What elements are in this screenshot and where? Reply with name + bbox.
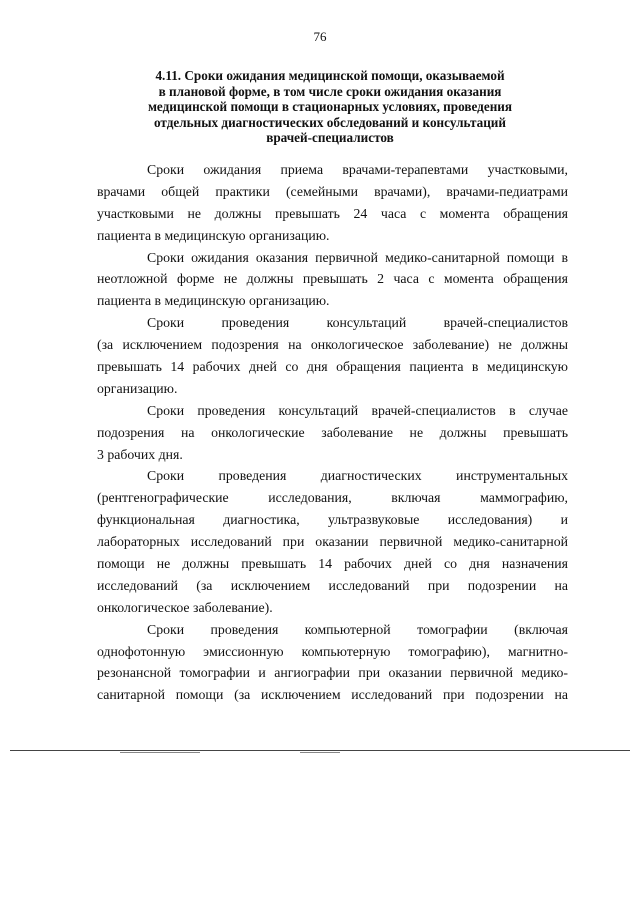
- text-line: (рентгенографические исследования, включая маммографию,: [97, 490, 568, 506]
- text-line: лабораторных исследований при оказании первичной медико-санитарной: [97, 534, 568, 550]
- page-number: 76: [313, 29, 327, 44]
- paragraph: [97, 159, 568, 247]
- paragraph: [97, 465, 568, 618]
- text-line: пациента в медицинскую организацию.: [97, 293, 330, 309]
- text-line: неотложной форме не должны превышать 2 часа с момента обращения: [97, 271, 568, 287]
- text-line: Сроки ожидания приема врачами-терапевтами участковыми,: [147, 162, 568, 177]
- text-line: 3 рабочих дня.: [97, 446, 183, 462]
- text-line: Сроки проведения консультаций врачей-специалистов в случае: [147, 402, 568, 418]
- footer-divider-fragment: [300, 752, 340, 753]
- paragraph: [97, 247, 568, 313]
- section-heading: [90, 68, 570, 146]
- text-line: однофотонную эмиссионную компьютерную томографию), магнитно-: [97, 643, 568, 659]
- paragraph: [97, 400, 568, 466]
- text-line: Сроки проведения консультаций врачей-специалистов: [147, 315, 568, 331]
- heading-line: врачей-специалистов: [266, 130, 394, 146]
- heading-line: отдельных диагностических обследований и консультаций: [154, 114, 506, 130]
- paragraph: [97, 312, 568, 400]
- text-line: функциональная диагностика, ультразвуковые исследования) и: [97, 512, 568, 528]
- text-line: исследований (за исключением исследований при подозрении на: [97, 577, 568, 593]
- heading-line: медицинской помощи в стационарных условиях, проведения: [147, 99, 513, 115]
- body-text: [97, 159, 568, 706]
- text-line: санитарной помощи (за исключением исследований при подозрении на: [97, 687, 568, 703]
- text-line: подозрения на онкологические заболевание не должны превышать: [97, 424, 568, 440]
- heading-line: 4.11. Сроки ожидания медицинской помощи, оказываемой: [155, 68, 505, 83]
- text-line: Сроки проведения диагностических инструментальных: [147, 468, 568, 484]
- text-line: Сроки проведения компьютерной томографии (включая: [147, 621, 568, 637]
- text-line: Сроки ожидания оказания первичной медико-санитарной помощи в: [147, 249, 568, 265]
- text-line: пациента в медицинскую организацию.: [97, 227, 330, 243]
- text-line: превышать 14 рабочих дней со дня обращения пациента в медицинскую: [97, 359, 568, 375]
- footer-divider-fragment: [120, 752, 200, 753]
- heading-line: в плановой форме, в том числе сроки ожидания оказания: [158, 83, 502, 99]
- text-line: помощи не должны превышать 14 рабочих дней со дня назначения: [97, 556, 568, 572]
- footer-divider: [10, 750, 630, 751]
- text-line: онкологическое заболевание).: [97, 599, 273, 615]
- text-line: врачами общей практики (семейными врачами), врачами-педиатрами: [97, 183, 568, 199]
- text-line: (за исключением подозрения на онкологическое заболевание) не должны: [97, 337, 568, 353]
- text-line: организацию.: [97, 380, 178, 396]
- text-line: резонансной томографии и ангиографии при оказании первичной медико-: [97, 665, 568, 681]
- paragraph: [97, 619, 568, 707]
- text-line: участковыми не должны превышать 24 часа с момента обращения: [97, 205, 568, 221]
